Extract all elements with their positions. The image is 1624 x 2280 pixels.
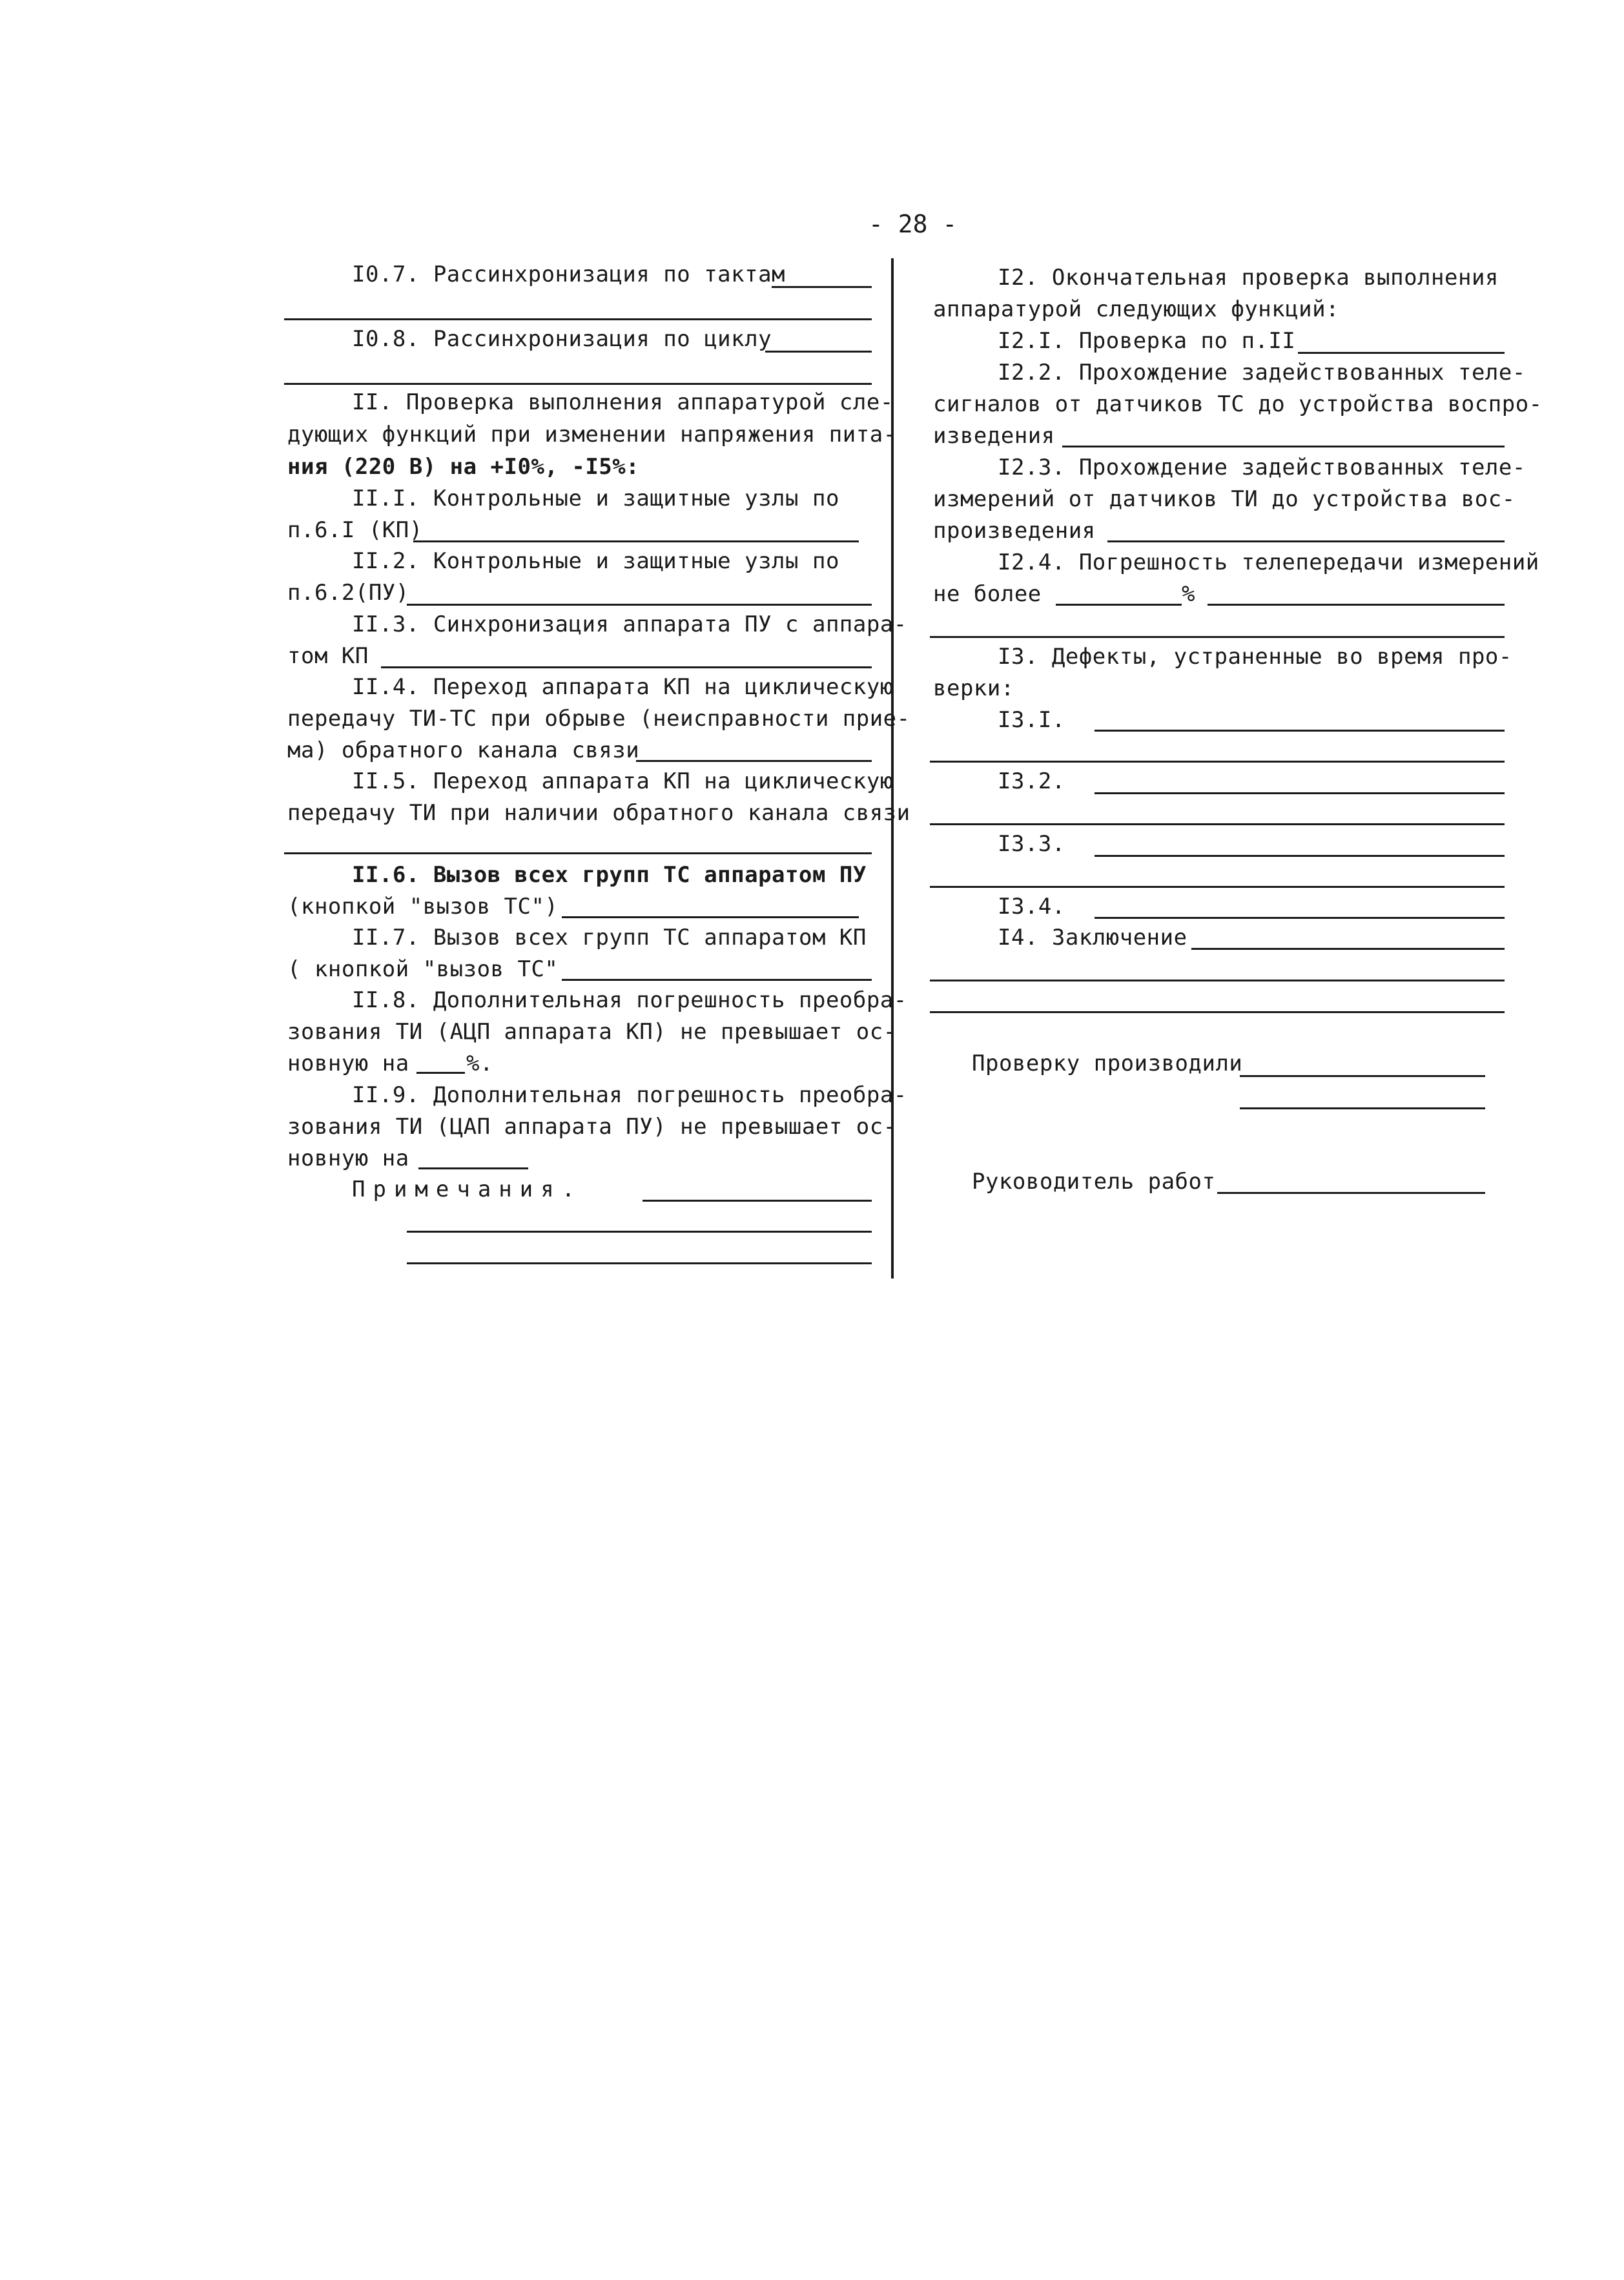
- item-11-4-line1: II.4. Переход аппарата КП на циклическую: [352, 674, 894, 700]
- blank-line: [930, 980, 1505, 981]
- blank-line: [413, 540, 859, 542]
- item-12-2-line1: I2.2. Прохождение задействованных теле-: [998, 360, 1526, 385]
- blank-line: [930, 1011, 1505, 1013]
- blank-line: [562, 916, 859, 918]
- blank-line: [407, 1231, 872, 1233]
- blank-line: [930, 886, 1505, 888]
- supervisor-label: Руководитель работ: [972, 1169, 1216, 1195]
- blank-line: [284, 383, 872, 385]
- item-13-line1: I3. Дефекты, устраненные во время про-: [998, 644, 1512, 670]
- item-11-4-line3: ма) обратного канала связи: [287, 737, 640, 763]
- blank-line: [1107, 540, 1505, 542]
- blank-line: [772, 286, 872, 288]
- blank-line: [1062, 446, 1505, 447]
- item-12-line1: I2. Окончательная проверка выполнения: [998, 265, 1499, 291]
- item-13-4: I3.4.: [998, 894, 1065, 919]
- item-11-9-line3: новную на: [287, 1145, 409, 1171]
- blank-line: [407, 1262, 872, 1264]
- blank-line: [1056, 604, 1182, 606]
- item-14-conclusion: I4. Заключение: [998, 925, 1187, 950]
- item-11-3-line2: том КП: [287, 643, 369, 669]
- item-11-line3: ния (220 В) на +I0%, -I5%:: [287, 454, 640, 480]
- item-11-6-line1: II.6. Вызов всех групп ТС аппаратом ПУ: [352, 862, 867, 888]
- blank-line: [407, 604, 872, 606]
- blank-line: [1208, 604, 1505, 606]
- blank-line: [930, 823, 1505, 825]
- blank-line: [930, 636, 1505, 638]
- blank-line: [1095, 917, 1505, 919]
- item-12-4-line2: не более: [933, 581, 1042, 607]
- blank-line: [284, 318, 872, 320]
- item-12-line2: аппаратурой следующих функций:: [933, 296, 1340, 322]
- item-11-3-line1: II.3. Синхронизация аппарата ПУ с аппара-: [352, 611, 907, 637]
- item-11-line1: II. Проверка выполнения аппаратурой сле-: [352, 389, 894, 415]
- blank-line: [1095, 855, 1505, 857]
- percent-sign: %.: [466, 1051, 493, 1076]
- item-11-9-line1: II.9. Дополнительная погрешность преобра-: [352, 1082, 907, 1108]
- item-12-1: I2.I. Проверка по п.II: [998, 328, 1296, 354]
- blank-line: [1191, 948, 1505, 950]
- item-10-7: I0.7. Рассинхронизация по тактам: [352, 262, 786, 287]
- item-11-5-line1: II.5. Переход аппарата КП на циклическую: [352, 768, 894, 794]
- blank-line: [636, 760, 872, 762]
- signature-line: [1217, 1192, 1485, 1194]
- item-11-8-line3: новную на: [287, 1051, 409, 1076]
- notes-label: Примечания.: [352, 1176, 583, 1202]
- blank-line: [930, 761, 1505, 763]
- item-12-3-line2: измерений от датчиков ТИ до устройства вос-: [933, 486, 1516, 512]
- item-10-8: I0.8. Рассинхронизация по циклу: [352, 326, 772, 352]
- blank-line: [642, 1200, 872, 1202]
- item-12-2-line3: изведения: [933, 423, 1055, 449]
- item-12-3-line1: I2.3. Прохождение задействованных теле-: [998, 455, 1526, 480]
- page-number: - 28 -: [869, 210, 958, 238]
- item-11-7-line1: II.7. Вызов всех групп ТС аппаратом КП: [352, 925, 867, 950]
- blank-line: [416, 1072, 465, 1074]
- blank-line: [1095, 792, 1505, 794]
- item-11-2-line1: II.2. Контрольные и защитные узлы по: [352, 548, 839, 574]
- item-11-5-line2: передачу ТИ при наличии обратного канала связи: [287, 800, 910, 826]
- signature-line: [1240, 1107, 1485, 1109]
- item-12-2-line2: сигналов от датчиков ТС до устройства воспро-: [933, 391, 1543, 417]
- signature-line: [1240, 1075, 1485, 1077]
- item-11-4-line2: передачу ТИ-ТС при обрыве (неисправности прие-: [287, 706, 910, 732]
- item-11-9-line2: зования ТИ (ЦАП аппарата ПУ) не превышает ос-: [287, 1114, 897, 1140]
- item-13-3: I3.3.: [998, 831, 1065, 857]
- percent-sign: %: [1182, 581, 1195, 607]
- blank-line: [418, 1167, 528, 1169]
- item-11-8-line1: II.8. Дополнительная погрешность преобра-: [352, 987, 907, 1013]
- item-11-1-line1: II.I. Контрольные и защитные узлы по: [352, 486, 839, 511]
- item-13-line2: верки:: [933, 675, 1014, 701]
- blank-line: [1095, 730, 1505, 732]
- blank-line: [381, 666, 872, 668]
- item-11-line2: дующих функций при изменении напряжения пита-: [287, 422, 897, 447]
- blank-line: [284, 852, 872, 854]
- blank-line: [1298, 352, 1505, 354]
- item-12-3-line3: произведения: [933, 518, 1096, 544]
- item-13-1: I3.I.: [998, 707, 1065, 733]
- item-11-8-line2: зования ТИ (АЦП аппарата КП) не превышает ос-: [287, 1019, 897, 1045]
- item-11-2-line2: п.6.2(ПУ): [287, 580, 409, 606]
- item-11-1-line2: п.6.I (КП): [287, 517, 423, 543]
- item-11-6-line2: (кнопкой "вызов ТС"): [287, 894, 559, 919]
- item-11-7-line2: ( кнопкой "вызов ТС": [287, 956, 559, 982]
- item-12-4-line1: I2.4. Погрешность телепередачи измерений: [998, 549, 1539, 575]
- item-13-2: I3.2.: [998, 768, 1065, 794]
- blank-line: [765, 351, 872, 353]
- blank-line: [562, 979, 872, 981]
- checked-by-label: Проверку производили: [972, 1051, 1243, 1076]
